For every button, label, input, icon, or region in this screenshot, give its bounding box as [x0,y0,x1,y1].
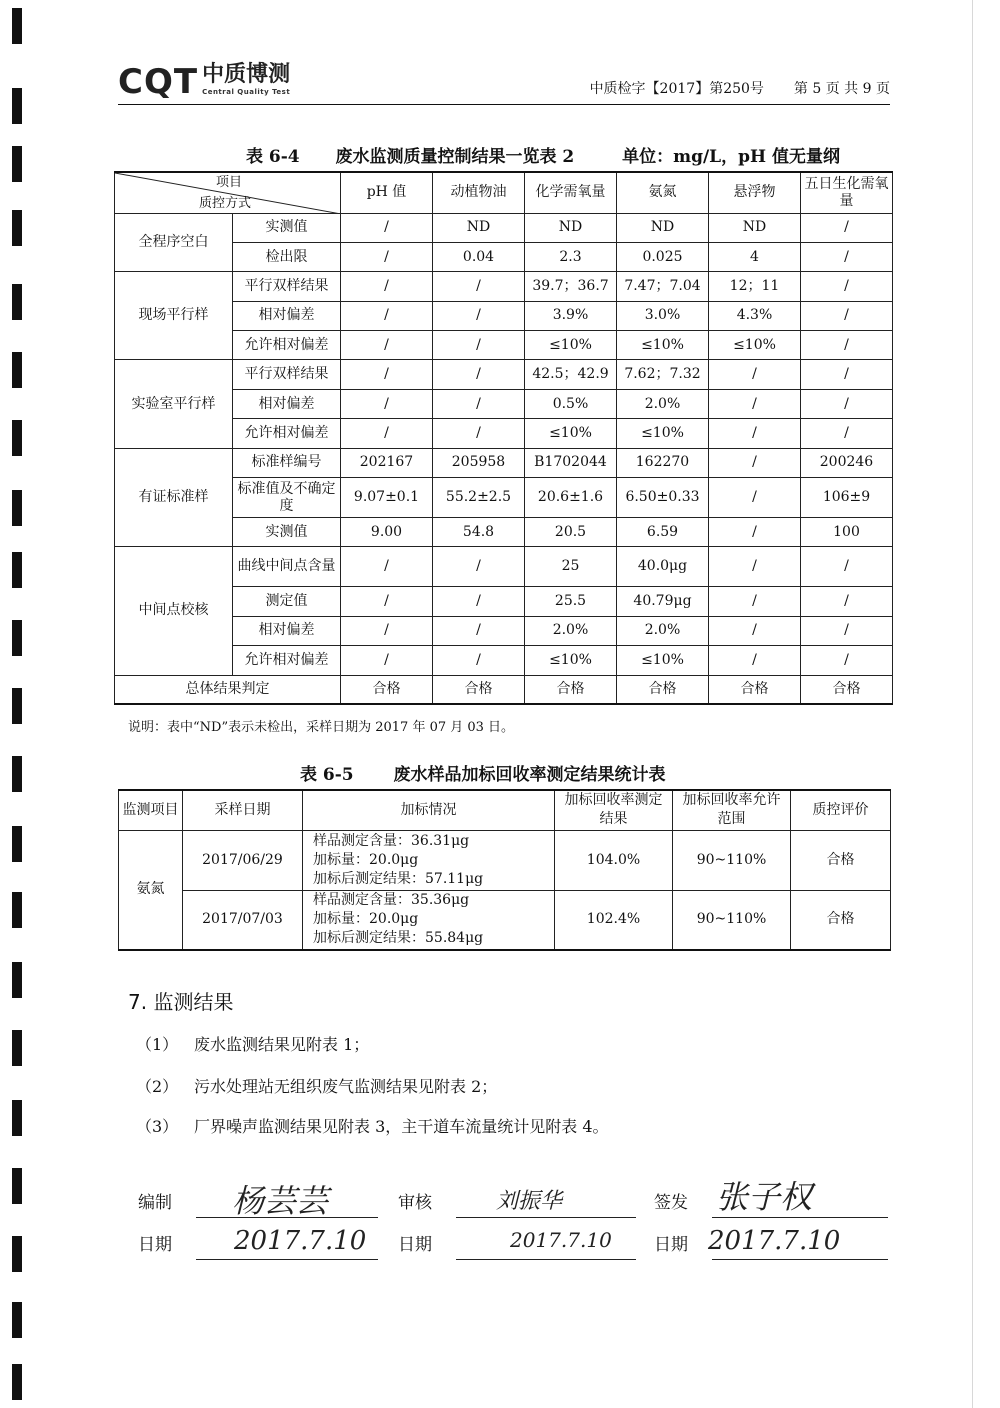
row-label: 检出限 [233,242,341,271]
table-cell: / [801,646,893,675]
table-row [119,890,891,950]
table-cell: 2.3 [525,242,617,271]
table-cell: / [341,616,433,645]
table-cell: / [433,331,525,360]
column-header: 化学需氧量 [525,172,617,213]
column-header: 加标回收率允许范围 [673,790,791,830]
table-cell: / [801,242,893,271]
date-label: 日期 [138,1235,172,1255]
compile-date: 2017.7.10 [234,1226,367,1256]
group-label: 现场平行样 [115,272,233,360]
group-label: 有证标准样 [115,448,233,547]
table-cell: / [709,389,801,418]
table-cell: / [341,213,433,242]
page-edge-line [972,0,973,1408]
spike-line: 加标后测定结果：57.11μg [313,870,484,887]
table-cell: 9.00 [341,518,433,547]
review-date: 2017.7.10 [510,1228,612,1252]
row-label: 实测值 [233,213,341,242]
table-cell: ≤10% [525,331,617,360]
table-cell: 合格 [525,675,617,704]
column-header: pH 值 [341,172,433,213]
table-cell: / [433,360,525,389]
qc-evaluation: 合格 [791,830,891,890]
table-cell: 3.0% [617,301,709,330]
monitoring-item: 氨氮 [119,830,183,950]
table-cell: / [341,547,433,587]
table-cell: ≤10% [709,331,801,360]
table-cell: 7.47；7.04 [617,272,709,301]
recovery-result: 102.4% [555,890,673,950]
group-label: 全程序空白 [115,213,233,272]
company-logo [118,62,290,106]
table-cell: 12；11 [709,272,801,301]
table-row [115,213,893,242]
spike-line: 加标量：20.0μg [313,911,419,928]
table-cell: ND [617,213,709,242]
table-cell: / [801,272,893,301]
row-label: 平行双样结果 [233,272,341,301]
table-cell: 205958 [433,448,525,477]
table2-header-row [119,790,891,830]
row-label: 标准值及不确定度 [233,478,341,518]
table-cell: 合格 [433,675,525,704]
table-cell: / [433,419,525,448]
date-label: 日期 [654,1235,688,1255]
table-cell: / [433,646,525,675]
row-label: 相对偏差 [233,301,341,330]
row-label: 允许相对偏差 [233,646,341,675]
table-cell: / [709,478,801,518]
table-cell: 2.0% [525,616,617,645]
list-item-text: 厂界噪声监测结果见附表 3，主干道车流量统计见附表 4。 [194,1117,609,1136]
issue-label: 签发 [654,1193,688,1213]
table-cell: ≤10% [617,419,709,448]
header-divider [118,104,890,105]
spike-details [303,890,555,950]
review-label: 审核 [398,1193,432,1213]
spike-line: 样品测定含量：36.31μg [313,832,470,849]
issue-date: 2017.7.10 [708,1226,841,1256]
table1-caption-number: 表 6-4 [246,147,300,167]
spike-details [303,830,555,890]
list-item-number: （2） [136,1077,179,1096]
list-item-text: 废水监测结果见附表 1； [194,1035,370,1054]
section-title: 7. 监测结果 [128,990,234,1014]
table1-caption-unit: 单位：mg/L，pH 值无量纲 [622,147,840,167]
qc-evaluation: 合格 [791,890,891,950]
table-cell: / [709,419,801,448]
table-cell: / [709,448,801,477]
diag-top-label: 项目 [215,175,242,190]
table-cell: 合格 [801,675,893,704]
page-info: 第 5 页 共 9 页 [793,81,890,97]
table1-caption-title: 废水监测质量控制结果一览表 2 [335,147,575,167]
group-label: 中间点校核 [115,547,233,675]
table-cell: / [709,616,801,645]
table-cell: 4.3% [709,301,801,330]
table-cell: 0.5% [525,389,617,418]
table-cell: 6.50±0.33 [617,478,709,518]
sample-date: 2017/07/03 [183,890,303,950]
table-cell: / [341,301,433,330]
table-cell: 合格 [341,675,433,704]
recovery-range: 90~110% [673,830,791,890]
table-cell: / [341,272,433,301]
row-label: 允许相对偏差 [233,331,341,360]
table2-caption-number: 表 6-5 [300,765,354,785]
list-item-text: 污水处理站无组织废气监测结果见附表 2； [194,1077,498,1096]
table-cell: 100 [801,518,893,547]
table-row [115,448,893,477]
column-header: 采样日期 [183,790,303,830]
table-cell: / [433,389,525,418]
table-cell: / [801,213,893,242]
table-cell: / [341,646,433,675]
table-cell: 0.04 [433,242,525,271]
table-cell: / [341,419,433,448]
table-cell: / [433,616,525,645]
table1-caption [246,142,840,167]
table-cell: ≤10% [525,419,617,448]
spike-line: 样品测定含量：35.36μg [313,892,470,909]
sample-date: 2017/06/29 [183,830,303,890]
table-cell: / [801,389,893,418]
table-cell: 0.025 [617,242,709,271]
table-cell: / [341,587,433,616]
table-cell: 40.79μg [617,587,709,616]
logo-english-name: Central Quality Test [202,88,291,96]
column-header: 动植物油 [433,172,525,213]
table-cell: 25.5 [525,587,617,616]
table-cell: 200246 [801,448,893,477]
table-cell: 20.5 [525,518,617,547]
table-cell: / [433,547,525,587]
table-cell: ≤10% [617,646,709,675]
table-cell: ≤10% [525,646,617,675]
compile-signature: 杨芸芸 [232,1182,329,1220]
row-label: 标准样编号 [233,448,341,477]
table-cell: / [341,331,433,360]
table-cell: 合格 [617,675,709,704]
row-label: 测定值 [233,587,341,616]
group-label: 实验室平行样 [115,360,233,448]
table-row [115,360,893,389]
column-header: 悬浮物 [709,172,801,213]
table-cell: / [341,242,433,271]
row-label: 实测值 [233,518,341,547]
table-cell: 162270 [617,448,709,477]
table-cell: 202167 [341,448,433,477]
list-item [136,1114,609,1137]
row-label: 平行双样结果 [233,360,341,389]
total-row [115,675,893,704]
table-row [115,272,893,301]
logo-chinese-name: 中质博测 [202,62,291,87]
qc-results-table [114,171,893,705]
recovery-result: 104.0% [555,830,673,890]
table-cell: 3.9% [525,301,617,330]
table-cell: / [341,360,433,389]
table-cell: 106±9 [801,478,893,518]
logo-mark: CQT [118,62,199,102]
table-cell: / [341,389,433,418]
column-header: 监测项目 [119,790,183,830]
table-cell: ND [525,213,617,242]
list-item [136,1032,369,1055]
spike-line: 加标量：20.0μg [313,851,419,868]
table2-caption [300,760,665,785]
table-cell: / [433,301,525,330]
table-cell: 合格 [709,675,801,704]
review-signature: 刘振华 [496,1189,563,1214]
table-row [115,547,893,587]
table-cell: 40.0μg [617,547,709,587]
table-cell: 20.6±1.6 [525,478,617,518]
issue-signature: 张子权 [716,1178,813,1216]
table-cell: / [709,646,801,675]
table-cell: / [709,360,801,389]
binding-holes [12,0,24,1408]
row-label: 曲线中间点含量 [233,547,341,587]
total-label: 总体结果判定 [115,675,341,704]
table-cell: / [433,587,525,616]
table-cell: ND [433,213,525,242]
table-cell: B1702044 [525,448,617,477]
table-cell: / [801,331,893,360]
table-cell: 2.0% [617,389,709,418]
list-item-number: （3） [136,1117,179,1136]
table-cell: / [801,360,893,389]
page-header [118,62,890,106]
table-cell: 25 [525,547,617,587]
table-cell: ≤10% [617,331,709,360]
diagonal-header-cell [115,172,341,213]
spike-recovery-table [118,789,891,951]
table-cell: ND [709,213,801,242]
table-cell: / [709,518,801,547]
table-note: 说明：表中“ND”表示未检出，采样日期为 2017 年 07 月 03 日。 [128,720,515,735]
row-label: 相对偏差 [233,616,341,645]
table-row [119,830,891,890]
table1-header-row [115,172,893,213]
column-header: 质控评价 [791,790,891,830]
date-label: 日期 [398,1235,432,1255]
table-cell: / [801,616,893,645]
row-label: 允许相对偏差 [233,419,341,448]
diag-bottom-label: 质控方式 [199,195,252,211]
table-cell: 2.0% [617,616,709,645]
table-cell: 55.2±2.5 [433,478,525,518]
table-cell: / [801,419,893,448]
table-cell: 42.5；42.9 [525,360,617,389]
table-cell: 9.07±0.1 [341,478,433,518]
table-cell: 54.8 [433,518,525,547]
table-cell: 4 [709,242,801,271]
column-header: 加标回收率测定结果 [555,790,673,830]
list-item [136,1074,497,1097]
table-cell: / [801,547,893,587]
column-header: 五日生化需氧量 [801,172,893,213]
table-cell: 39.7；36.7 [525,272,617,301]
table-cell: / [801,587,893,616]
report-number: 中质检字【2017】第250号 [589,81,764,97]
compile-label: 编制 [138,1193,172,1213]
column-header: 加标情况 [303,790,555,830]
table2-caption-title: 废水样品加标回收率测定结果统计表 [393,765,666,785]
table-cell: / [433,272,525,301]
table-cell: / [801,301,893,330]
table-cell: / [709,547,801,587]
table-cell: 7.62；7.32 [617,360,709,389]
list-item-number: （1） [136,1035,179,1054]
row-label: 相对偏差 [233,389,341,418]
recovery-range: 90~110% [673,890,791,950]
spike-line: 加标后测定结果：55.84μg [313,930,484,947]
column-header: 氨氮 [617,172,709,213]
table-cell: 6.59 [617,518,709,547]
table-cell: / [709,587,801,616]
